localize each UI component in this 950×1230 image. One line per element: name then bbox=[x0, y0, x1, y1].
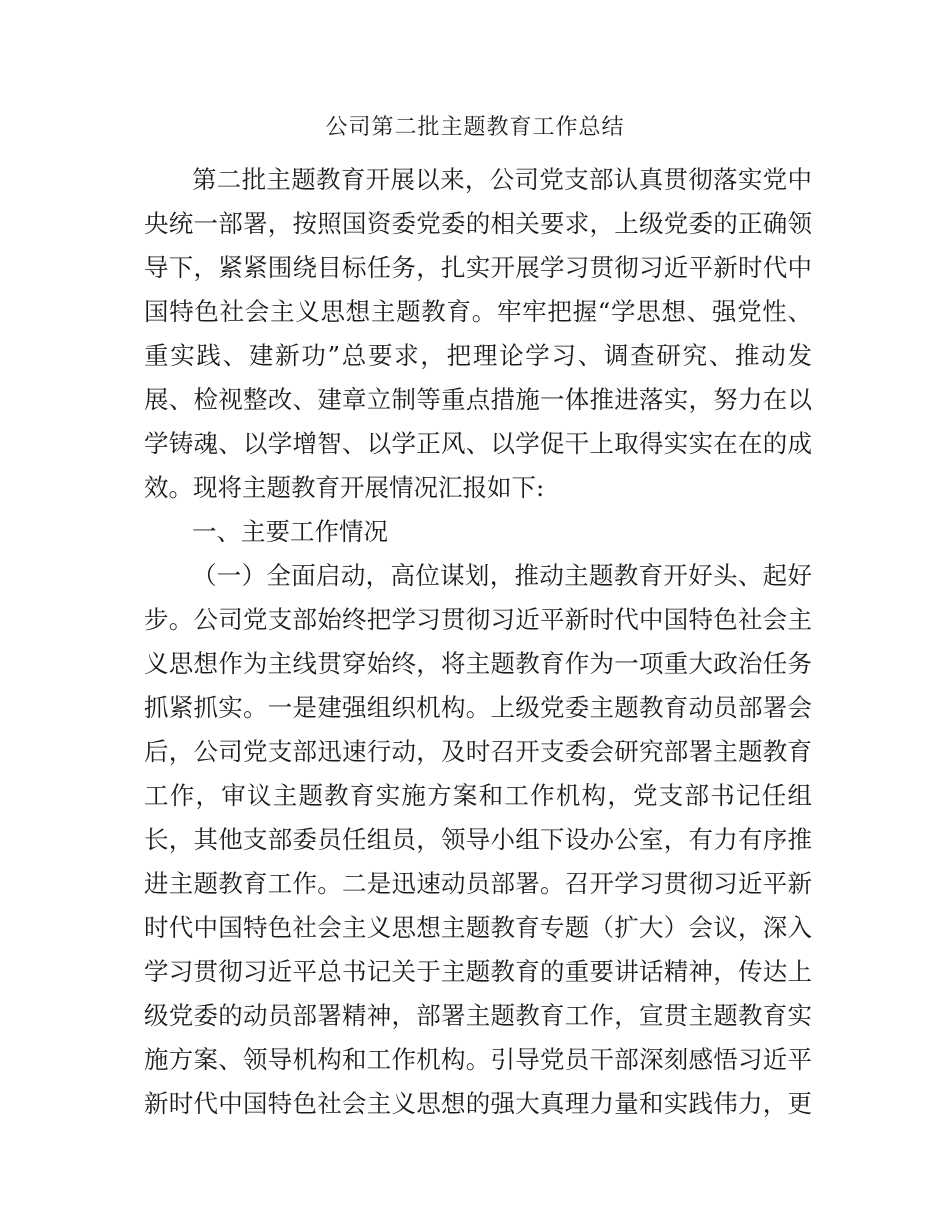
section-heading: 一、主要工作情况 bbox=[192, 517, 388, 546]
paragraph-line: 效。现将主题教育开展情况汇报如下: bbox=[144, 473, 545, 502]
document-title: 公司第二批主题教育工作总结 bbox=[325, 115, 625, 140]
paragraph-line: 施方案、领导机构和工作机构。引导党员干部深刻感悟习近平 bbox=[144, 1045, 812, 1074]
paragraph-line: 央统一部署，按照国资委党委的相关要求，上级党委的正确领 bbox=[144, 209, 812, 238]
paragraph-line: 抓紧抓实。一是建强组织机构。上级党委主题教育动员部署会 bbox=[144, 693, 812, 722]
paragraph-line: 长，其他支部委员任组员，领导小组下设办公室，有力有序推 bbox=[144, 825, 812, 854]
paragraph-line: 国特色社会主义思想主题教育。牢牢把握“学思想、强党性、 bbox=[144, 297, 812, 326]
paragraph-line: 级党委的动员部署精神，部署主题教育工作，宣贯主题教育实 bbox=[144, 1001, 812, 1030]
paragraph-line: 工作，审议主题教育实施方案和工作机构，党支部书记任组 bbox=[144, 781, 812, 810]
paragraph-line: 新时代中国特色社会主义思想的强大真理力量和实践伟力，更 bbox=[144, 1089, 812, 1118]
paragraph-line: 进主题教育工作。二是迅速动员部署。召开学习贯彻习近平新 bbox=[144, 869, 812, 898]
paragraph-line: 学铸魂、以学增智、以学正风、以学促干上取得实实在在的成 bbox=[144, 429, 812, 458]
paragraph-line: 时代中国特色社会主义思想主题教育专题（扩大）会议，深入 bbox=[144, 913, 812, 942]
subsection-heading-line: （一）全面启动，高位谋划，推动主题教育开好头、起好 bbox=[192, 561, 812, 590]
paragraph-line: 展、检视整改、建章立制等重点措施一体推进落实，努力在以 bbox=[144, 385, 812, 414]
paragraph-line: 导下，紧紧围绕目标任务，扎实开展学习贯彻习近平新时代中 bbox=[144, 253, 812, 282]
paragraph-line: 义思想作为主线贯穿始终，将主题教育作为一项重大政治任务 bbox=[144, 649, 812, 678]
paragraph-line: 后，公司党支部迅速行动，及时召开支委会研究部署主题教育 bbox=[144, 737, 812, 766]
paragraph-line: 重实践、建新功”总要求，把理论学习、调查研究、推动发 bbox=[144, 341, 812, 370]
paragraph-line: 步。公司党支部始终把学习贯彻习近平新时代中国特色社会主 bbox=[144, 605, 812, 634]
paragraph-line: 第二批主题教育开展以来，公司党支部认真贯彻落实党中 bbox=[192, 165, 812, 194]
paragraph-line: 学习贯彻习近平总书记关于主题教育的重要讲话精神，传达上 bbox=[144, 957, 812, 986]
